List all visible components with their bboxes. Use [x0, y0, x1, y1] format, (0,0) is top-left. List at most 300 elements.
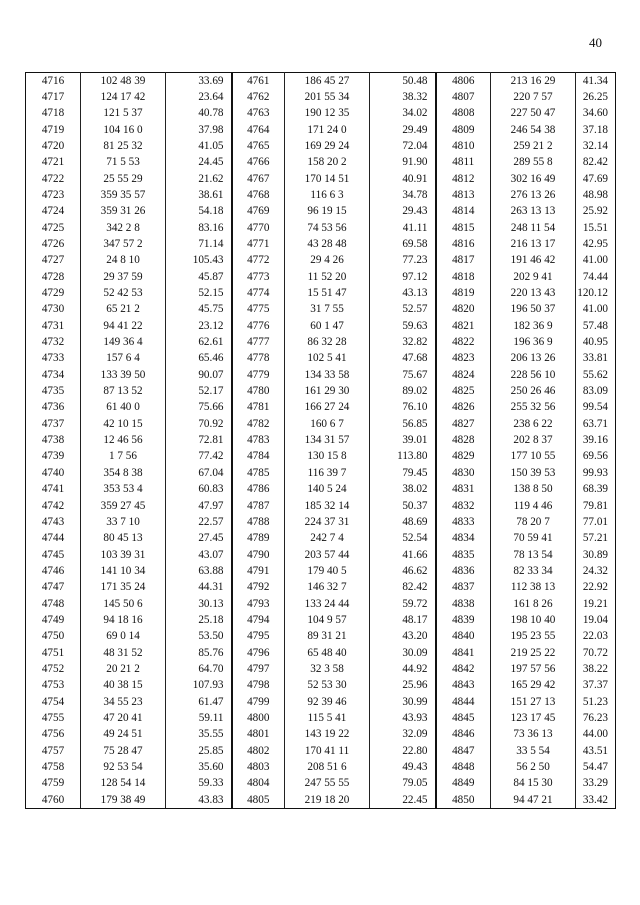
- angle-value: 158 20 2: [285, 155, 370, 171]
- point-number: 4806: [436, 73, 491, 90]
- distance-value: 67.04: [166, 465, 232, 481]
- distance-value: 29.49: [370, 122, 436, 138]
- distance-value: 41.05: [166, 138, 232, 154]
- angle-value: 196 50 37: [491, 302, 576, 318]
- point-number: 4842: [436, 661, 491, 677]
- angle-value: 87 13 52: [81, 384, 166, 400]
- angle-value: 276 13 26: [491, 187, 576, 203]
- point-number: 4822: [436, 335, 491, 351]
- distance-value: 25.85: [166, 743, 232, 759]
- point-number: 4819: [436, 285, 491, 301]
- distance-value: 62.61: [166, 335, 232, 351]
- angle-value: 359 31 26: [81, 204, 166, 220]
- distance-value: 74.44: [576, 269, 616, 285]
- angle-value: 219 25 22: [491, 645, 576, 661]
- table-row: [26, 416, 616, 432]
- distance-value: 63.71: [576, 416, 616, 432]
- point-number: 4807: [436, 89, 491, 105]
- point-number: 4841: [436, 645, 491, 661]
- distance-value: 76.10: [370, 400, 436, 416]
- angle-value: 182 36 9: [491, 318, 576, 334]
- angle-value: 94 41 22: [81, 318, 166, 334]
- angle-value: 65 48 40: [285, 645, 370, 661]
- point-number: 4775: [232, 302, 285, 318]
- distance-value: 43.20: [370, 629, 436, 645]
- distance-value: 69.56: [576, 449, 616, 465]
- distance-value: 24.45: [166, 155, 232, 171]
- table-row: [26, 759, 616, 775]
- point-number: 4817: [436, 253, 491, 269]
- distance-value: 107.93: [166, 678, 232, 694]
- distance-value: 77.01: [576, 514, 616, 530]
- point-number: 4753: [26, 678, 81, 694]
- table-row: [26, 694, 616, 710]
- distance-value: 44.00: [576, 727, 616, 743]
- angle-value: 171 24 0: [285, 122, 370, 138]
- point-number: 4797: [232, 661, 285, 677]
- distance-value: 91.90: [370, 155, 436, 171]
- angle-value: 134 33 58: [285, 367, 370, 383]
- distance-value: 49.43: [370, 759, 436, 775]
- angle-value: 32 3 58: [285, 661, 370, 677]
- point-number: 4849: [436, 776, 491, 792]
- angle-value: 121 5 37: [81, 106, 166, 122]
- angle-value: 112 38 13: [491, 580, 576, 596]
- angle-value: 160 6 7: [285, 416, 370, 432]
- point-number: 4825: [436, 384, 491, 400]
- distance-value: 52.15: [166, 285, 232, 301]
- angle-value: 302 16 49: [491, 171, 576, 187]
- distance-value: 34.02: [370, 106, 436, 122]
- point-number: 4803: [232, 759, 285, 775]
- table-row: [26, 138, 616, 154]
- angle-value: 195 23 55: [491, 629, 576, 645]
- distance-value: 64.70: [166, 661, 232, 677]
- table-row: [26, 351, 616, 367]
- distance-value: 41.00: [576, 253, 616, 269]
- angle-value: 15 51 47: [285, 285, 370, 301]
- angle-value: 220 13 43: [491, 285, 576, 301]
- angle-value: 169 29 24: [285, 138, 370, 154]
- point-number: 4850: [436, 792, 491, 809]
- distance-value: 22.03: [576, 629, 616, 645]
- point-number: 4826: [436, 400, 491, 416]
- angle-value: 141 10 34: [81, 563, 166, 579]
- table-row: [26, 318, 616, 334]
- distance-value: 90.07: [166, 367, 232, 383]
- point-number: 4843: [436, 678, 491, 694]
- angle-value: 220 7 57: [491, 89, 576, 105]
- table-row: [26, 661, 616, 677]
- distance-value: 43.83: [166, 792, 232, 809]
- point-number: 4754: [26, 694, 81, 710]
- angle-value: 206 13 26: [491, 351, 576, 367]
- angle-value: 203 57 44: [285, 547, 370, 563]
- table-row: [26, 335, 616, 351]
- point-number: 4716: [26, 73, 81, 90]
- point-number: 4729: [26, 285, 81, 301]
- angle-value: 71 5 53: [81, 155, 166, 171]
- angle-value: 60 1 47: [285, 318, 370, 334]
- point-number: 4787: [232, 498, 285, 514]
- distance-value: 32.82: [370, 335, 436, 351]
- distance-value: 33.42: [576, 792, 616, 809]
- distance-value: 33.81: [576, 351, 616, 367]
- angle-value: 96 19 15: [285, 204, 370, 220]
- distance-value: 22.57: [166, 514, 232, 530]
- angle-value: 78 20 7: [491, 514, 576, 530]
- distance-value: 43.51: [576, 743, 616, 759]
- angle-value: 104 9 57: [285, 612, 370, 628]
- point-number: 4757: [26, 743, 81, 759]
- angle-value: 179 38 49: [81, 792, 166, 809]
- point-number: 4777: [232, 335, 285, 351]
- angle-value: 201 55 34: [285, 89, 370, 105]
- point-number: 4835: [436, 547, 491, 563]
- table-row: [26, 302, 616, 318]
- point-number: 4746: [26, 563, 81, 579]
- angle-value: 133 39 50: [81, 367, 166, 383]
- angle-value: 248 11 54: [491, 220, 576, 236]
- point-number: 4783: [232, 433, 285, 449]
- point-number: 4810: [436, 138, 491, 154]
- point-number: 4838: [436, 596, 491, 612]
- distance-value: 33.69: [166, 73, 232, 90]
- table-row: [26, 678, 616, 694]
- point-number: 4758: [26, 759, 81, 775]
- distance-value: 57.21: [576, 531, 616, 547]
- distance-value: 25.18: [166, 612, 232, 628]
- angle-value: 20 21 2: [81, 661, 166, 677]
- distance-value: 79.05: [370, 776, 436, 792]
- distance-value: 75.67: [370, 367, 436, 383]
- point-number: 4808: [436, 106, 491, 122]
- angle-value: 190 12 35: [285, 106, 370, 122]
- distance-value: 50.37: [370, 498, 436, 514]
- distance-value: 83.16: [166, 220, 232, 236]
- distance-value: 57.48: [576, 318, 616, 334]
- point-number: 4784: [232, 449, 285, 465]
- point-number: 4721: [26, 155, 81, 171]
- angle-value: 146 32 7: [285, 580, 370, 596]
- point-number: 4802: [232, 743, 285, 759]
- table-row: [26, 155, 616, 171]
- table-row: [26, 629, 616, 645]
- angle-value: 161 8 26: [491, 596, 576, 612]
- point-number: 4814: [436, 204, 491, 220]
- distance-value: 29.43: [370, 204, 436, 220]
- table-row: [26, 400, 616, 416]
- point-number: 4790: [232, 547, 285, 563]
- point-number: 4740: [26, 465, 81, 481]
- point-number: 4771: [232, 236, 285, 252]
- angle-value: 124 17 42: [81, 89, 166, 105]
- angle-value: 157 6 4: [81, 351, 166, 367]
- angle-value: 29 37 59: [81, 269, 166, 285]
- point-number: 4829: [436, 449, 491, 465]
- angle-value: 89 31 21: [285, 629, 370, 645]
- table-row: [26, 465, 616, 481]
- angle-value: 103 39 31: [81, 547, 166, 563]
- angle-value: 86 32 28: [285, 335, 370, 351]
- point-number: 4722: [26, 171, 81, 187]
- angle-value: 179 40 5: [285, 563, 370, 579]
- distance-value: 76.23: [576, 710, 616, 726]
- table-row: [26, 433, 616, 449]
- angle-value: 29 4 26: [285, 253, 370, 269]
- table-row: [26, 498, 616, 514]
- point-number: 4734: [26, 367, 81, 383]
- point-number: 4776: [232, 318, 285, 334]
- point-number: 4837: [436, 580, 491, 596]
- distance-value: 46.62: [370, 563, 436, 579]
- angle-value: 353 53 4: [81, 482, 166, 498]
- point-number: 4732: [26, 335, 81, 351]
- point-number: 4752: [26, 661, 81, 677]
- angle-value: 359 27 45: [81, 498, 166, 514]
- distance-value: 53.50: [166, 629, 232, 645]
- point-number: 4742: [26, 498, 81, 514]
- distance-value: 69.58: [370, 236, 436, 252]
- point-number: 4750: [26, 629, 81, 645]
- angle-value: 52 53 30: [285, 678, 370, 694]
- point-number: 4786: [232, 482, 285, 498]
- distance-value: 38.02: [370, 482, 436, 498]
- table-row: [26, 285, 616, 301]
- angle-value: 161 29 30: [285, 384, 370, 400]
- point-number: 4818: [436, 269, 491, 285]
- point-number: 4780: [232, 384, 285, 400]
- angle-value: 196 36 9: [491, 335, 576, 351]
- distance-value: 47.68: [370, 351, 436, 367]
- distance-value: 52.57: [370, 302, 436, 318]
- distance-value: 40.91: [370, 171, 436, 187]
- angle-value: 116 39 7: [285, 465, 370, 481]
- table-row: [26, 253, 616, 269]
- angle-value: 354 8 38: [81, 465, 166, 481]
- table-row: [26, 187, 616, 203]
- distance-value: 99.93: [576, 465, 616, 481]
- point-number: 4832: [436, 498, 491, 514]
- angle-value: 61 40 0: [81, 400, 166, 416]
- distance-value: 63.88: [166, 563, 232, 579]
- table-row: [26, 645, 616, 661]
- point-number: 4812: [436, 171, 491, 187]
- point-number: 4789: [232, 531, 285, 547]
- point-number: 4788: [232, 514, 285, 530]
- point-number: 4747: [26, 580, 81, 596]
- table-row: [26, 367, 616, 383]
- distance-value: 72.04: [370, 138, 436, 154]
- point-number: 4779: [232, 367, 285, 383]
- angle-value: 166 27 24: [285, 400, 370, 416]
- point-number: 4737: [26, 416, 81, 432]
- angle-value: 263 13 13: [491, 204, 576, 220]
- distance-value: 59.11: [166, 710, 232, 726]
- point-number: 4756: [26, 727, 81, 743]
- angle-value: 12 46 56: [81, 433, 166, 449]
- distance-value: 41.00: [576, 302, 616, 318]
- angle-value: 119 4 46: [491, 498, 576, 514]
- angle-value: 208 51 6: [285, 759, 370, 775]
- angle-value: 170 41 11: [285, 743, 370, 759]
- angle-value: 359 35 57: [81, 187, 166, 203]
- point-number: 4748: [26, 596, 81, 612]
- distance-value: 59.63: [370, 318, 436, 334]
- distance-value: 30.89: [576, 547, 616, 563]
- point-number: 4839: [436, 612, 491, 628]
- distance-value: 19.04: [576, 612, 616, 628]
- distance-value: 113.80: [370, 449, 436, 465]
- angle-value: 94 47 21: [491, 792, 576, 809]
- distance-value: 79.81: [576, 498, 616, 514]
- distance-value: 120.12: [576, 285, 616, 301]
- table-row: [26, 792, 616, 809]
- distance-value: 97.12: [370, 269, 436, 285]
- distance-value: 43.93: [370, 710, 436, 726]
- table-row: [26, 220, 616, 236]
- distance-value: 56.85: [370, 416, 436, 432]
- point-number: 4792: [232, 580, 285, 596]
- point-number: 4782: [232, 416, 285, 432]
- distance-value: 60.83: [166, 482, 232, 498]
- angle-value: 94 18 16: [81, 612, 166, 628]
- point-number: 4816: [436, 236, 491, 252]
- distance-value: 30.13: [166, 596, 232, 612]
- distance-value: 25.92: [576, 204, 616, 220]
- angle-value: 246 54 38: [491, 122, 576, 138]
- point-number: 4767: [232, 171, 285, 187]
- angle-value: 49 24 51: [81, 727, 166, 743]
- distance-value: 37.98: [166, 122, 232, 138]
- angle-value: 219 18 20: [285, 792, 370, 809]
- angle-value: 92 53 54: [81, 759, 166, 775]
- table-row: [26, 106, 616, 122]
- angle-value: 202 8 37: [491, 433, 576, 449]
- distance-value: 22.92: [576, 580, 616, 596]
- distance-value: 43.07: [166, 547, 232, 563]
- table-row: [26, 204, 616, 220]
- point-number: 4724: [26, 204, 81, 220]
- distance-value: 19.21: [576, 596, 616, 612]
- page-number: 40: [589, 35, 602, 50]
- point-number: 4800: [232, 710, 285, 726]
- angle-value: 247 55 55: [285, 776, 370, 792]
- point-number: 4846: [436, 727, 491, 743]
- point-number: 4751: [26, 645, 81, 661]
- distance-value: 42.95: [576, 236, 616, 252]
- angle-value: 116 6 3: [285, 187, 370, 203]
- distance-value: 40.78: [166, 106, 232, 122]
- table-row: [26, 531, 616, 547]
- distance-value: 47.69: [576, 171, 616, 187]
- distance-value: 38.61: [166, 187, 232, 203]
- point-number: 4811: [436, 155, 491, 171]
- distance-value: 59.72: [370, 596, 436, 612]
- distance-value: 32.09: [370, 727, 436, 743]
- point-number: 4834: [436, 531, 491, 547]
- distance-value: 45.75: [166, 302, 232, 318]
- angle-value: 24 8 10: [81, 253, 166, 269]
- point-number: 4727: [26, 253, 81, 269]
- point-number: 4761: [232, 73, 285, 90]
- distance-value: 41.66: [370, 547, 436, 563]
- point-number: 4840: [436, 629, 491, 645]
- point-number: 4791: [232, 563, 285, 579]
- table-row: [26, 73, 616, 90]
- angle-value: 92 39 46: [285, 694, 370, 710]
- angle-value: 78 13 54: [491, 547, 576, 563]
- point-number: 4848: [436, 759, 491, 775]
- distance-value: 82.42: [576, 155, 616, 171]
- distance-value: 32.14: [576, 138, 616, 154]
- distance-value: 48.69: [370, 514, 436, 530]
- angle-value: 197 57 56: [491, 661, 576, 677]
- angle-value: 202 9 41: [491, 269, 576, 285]
- distance-value: 70.92: [166, 416, 232, 432]
- point-number: 4762: [232, 89, 285, 105]
- angle-value: 40 38 15: [81, 678, 166, 694]
- point-number: 4718: [26, 106, 81, 122]
- distance-value: 45.87: [166, 269, 232, 285]
- angle-value: 73 36 13: [491, 727, 576, 743]
- table-row: [26, 89, 616, 105]
- point-number: 4735: [26, 384, 81, 400]
- distance-value: 22.45: [370, 792, 436, 809]
- angle-value: 255 32 56: [491, 400, 576, 416]
- table-row: [26, 384, 616, 400]
- point-number: 4823: [436, 351, 491, 367]
- distance-value: 41.34: [576, 73, 616, 90]
- angle-value: 238 6 22: [491, 416, 576, 432]
- distance-value: 44.92: [370, 661, 436, 677]
- angle-value: 138 8 50: [491, 482, 576, 498]
- point-number: 4798: [232, 678, 285, 694]
- angle-value: 115 5 41: [285, 710, 370, 726]
- angle-value: 31 7 55: [285, 302, 370, 318]
- distance-value: 34.78: [370, 187, 436, 203]
- distance-value: 61.47: [166, 694, 232, 710]
- distance-value: 54.18: [166, 204, 232, 220]
- point-number: 4794: [232, 612, 285, 628]
- point-number: 4749: [26, 612, 81, 628]
- point-number: 4743: [26, 514, 81, 530]
- point-number: 4801: [232, 727, 285, 743]
- angle-value: 145 50 6: [81, 596, 166, 612]
- point-number: 4719: [26, 122, 81, 138]
- distance-value: 79.45: [370, 465, 436, 481]
- distance-value: 77.23: [370, 253, 436, 269]
- table-row: [26, 269, 616, 285]
- distance-value: 44.31: [166, 580, 232, 596]
- table-row: [26, 449, 616, 465]
- distance-value: 26.25: [576, 89, 616, 105]
- angle-value: 347 57 2: [81, 236, 166, 252]
- angle-value: 224 37 31: [285, 514, 370, 530]
- distance-value: 72.81: [166, 433, 232, 449]
- point-number: 4773: [232, 269, 285, 285]
- table-row: [26, 743, 616, 759]
- point-number: 4738: [26, 433, 81, 449]
- point-number: 4726: [26, 236, 81, 252]
- angle-value: 242 7 4: [285, 531, 370, 547]
- point-number: 4795: [232, 629, 285, 645]
- distance-value: 85.76: [166, 645, 232, 661]
- angle-value: 151 27 13: [491, 694, 576, 710]
- angle-value: 52 42 53: [81, 285, 166, 301]
- angle-value: 228 56 10: [491, 367, 576, 383]
- angle-value: 1 7 56: [81, 449, 166, 465]
